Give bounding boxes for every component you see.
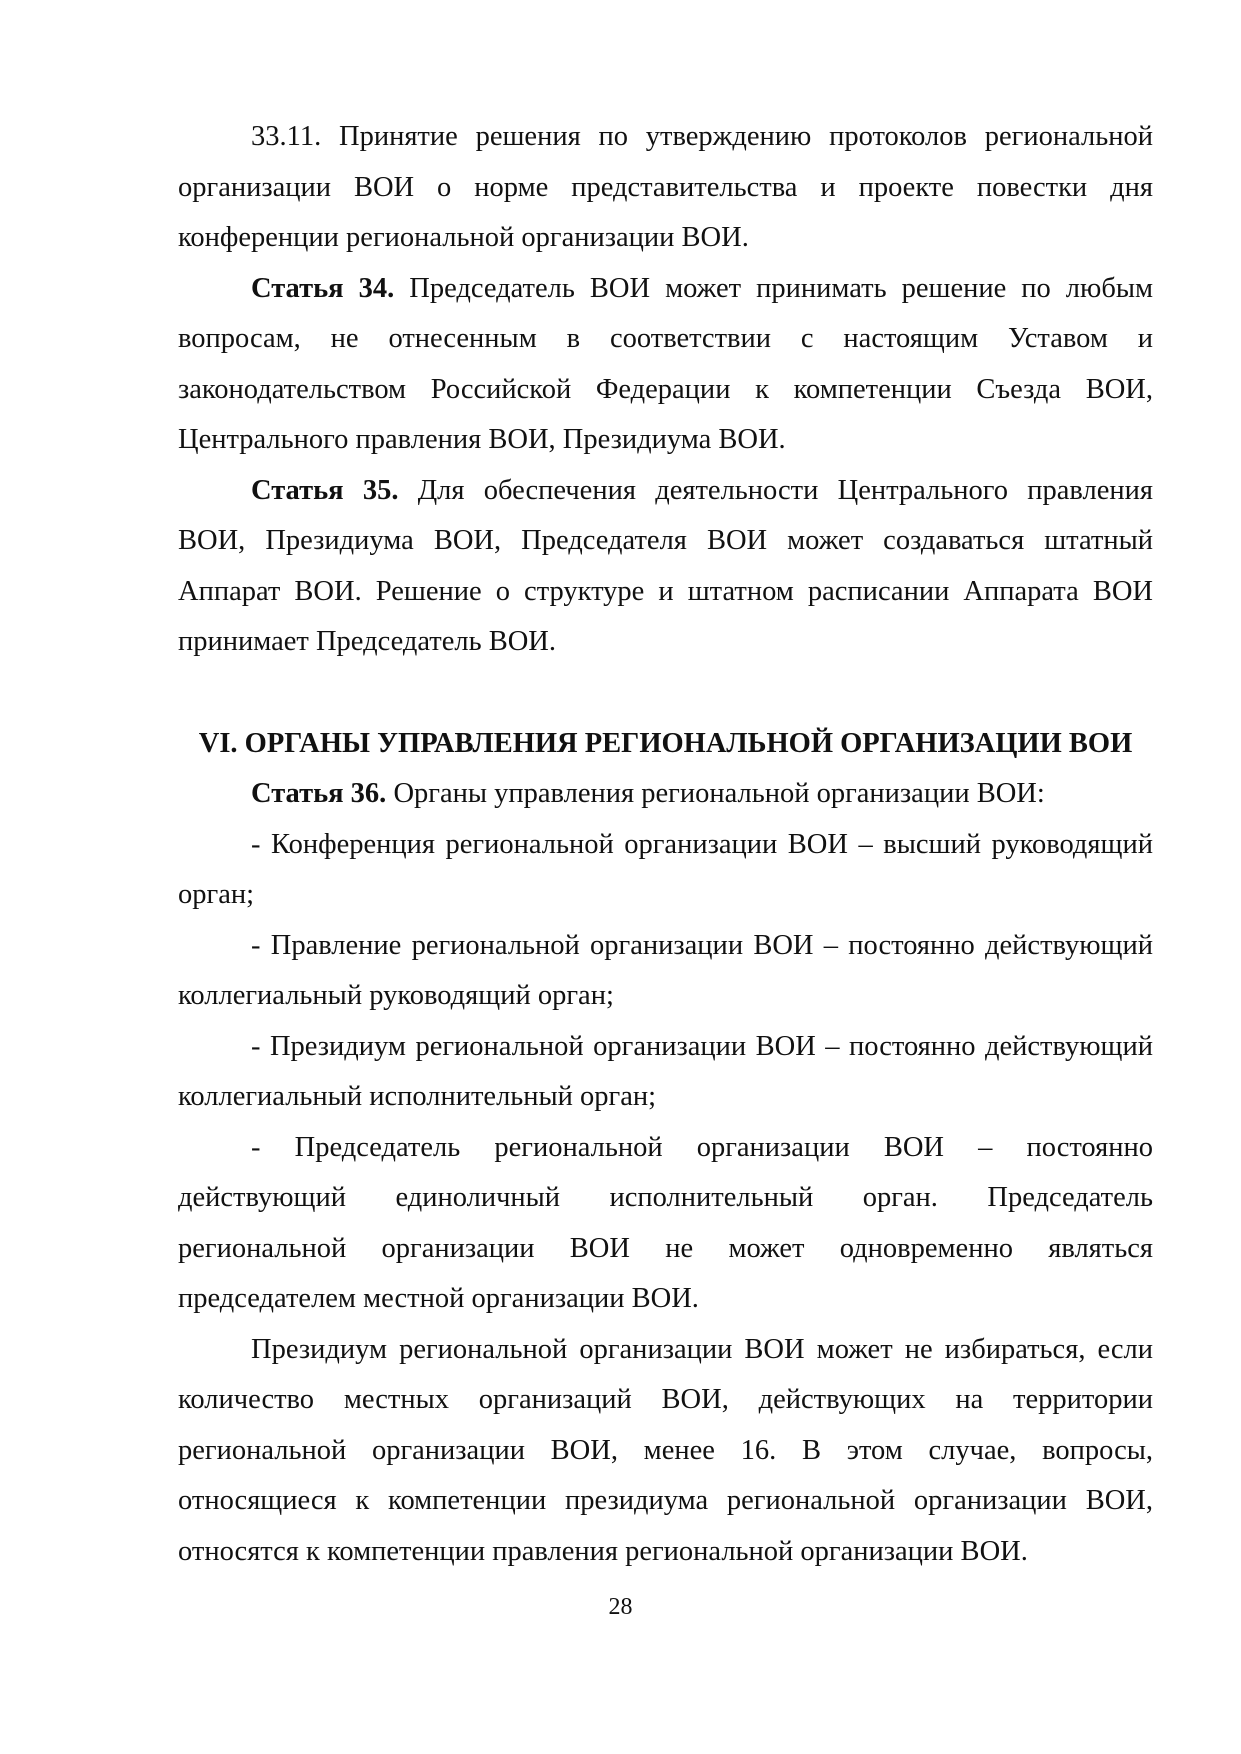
paragraph-text: Для обеспечения деятельности Центрального правления ВОИ, Президиума ВОИ, Председателя ВОИ может создаваться штатный Аппарат ВОИ. Решение о структуре и штатном расписании Аппарата ВОИ принимает Председатель ВОИ.	[178, 474, 1153, 657]
article-34-heading: Статья 34.	[251, 272, 395, 304]
list-item-board	[178, 921, 1153, 1022]
paragraph-text: - Конференция региональной организации ВОИ – высший руководящий орган;	[178, 828, 1153, 910]
article-36-heading: Статья 36.	[251, 778, 387, 809]
list-item-conference	[178, 820, 1153, 921]
paragraph-text: Органы управления региональной организации ВОИ:	[386, 778, 1045, 809]
paragraph-text: - Президиум региональной организации ВОИ – постоянно действующий коллегиальный исполнительный орган;	[178, 1030, 1153, 1112]
paragraph-article-35	[178, 466, 1153, 668]
paragraph-text: - Председатель региональной организации ВОИ – постоянно действующий единоличный исполнительный орган. Председатель региональной организации ВОИ не может одновременно являться председателем местной организации ВОИ.	[178, 1131, 1153, 1314]
paragraph-article-34	[178, 264, 1153, 466]
paragraph-article-36	[178, 769, 1153, 820]
list-item-presidium	[178, 1022, 1153, 1123]
paragraph-text: Президиум региональной организации ВОИ может не избираться, если количество местных организаций ВОИ, действующих на территории региональной организации ВОИ, менее 16. В этом случае, вопросы, относящиеся к компетенции президиума региональной организации ВОИ, относятся к компетенции правления региональной организации ВОИ.	[178, 1333, 1153, 1567]
page-body	[178, 112, 1153, 1577]
paragraph-presidium-note	[178, 1325, 1153, 1578]
paragraph-text: 33.11. Принятие решения по утверждению протоколов региональной организации ВОИ о норме представительства и проекте повестки дня конференции региональной организации ВОИ.	[178, 121, 1153, 253]
section-heading: VI. ОРГАНЫ УПРАВЛЕНИЯ РЕГИОНАЛЬНОЙ ОРГАНИЗАЦИИ ВОИ	[198, 727, 1133, 759]
list-item-chairman	[178, 1123, 1153, 1325]
article-35-heading: Статья 35.	[251, 474, 399, 506]
paragraph-text: - Правление региональной организации ВОИ – постоянно действующий коллегиальный руководящий орган;	[178, 929, 1153, 1011]
page-number: 28	[608, 1594, 633, 1620]
paragraph-33-11	[178, 112, 1153, 264]
paragraph-text: Председатель ВОИ может принимать решение по любым вопросам, не отнесенным в соответствии с настоящим Уставом и законодательством Российской Федерации к компетенции Съезда ВОИ, Центрального правления ВОИ, Президиума ВОИ.	[178, 272, 1154, 455]
